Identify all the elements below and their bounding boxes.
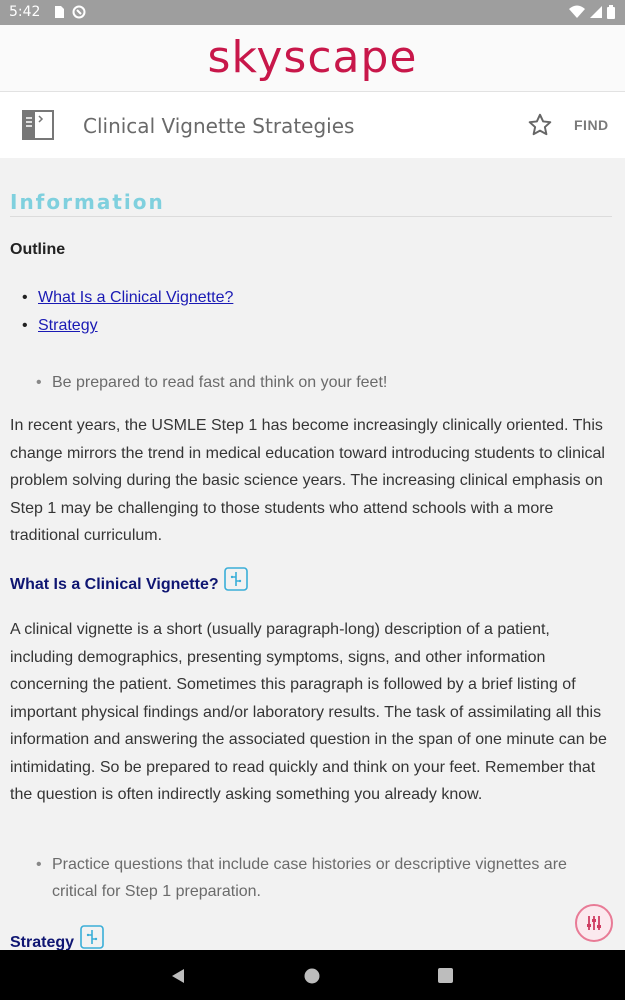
status-bar <box>0 0 625 25</box>
strategy-heading: Strategy <box>10 934 75 950</box>
home-icon[interactable] <box>303 967 321 985</box>
wifi-icon <box>569 5 585 19</box>
settings-fab[interactable] <box>575 904 613 942</box>
list-item <box>38 284 233 312</box>
find-button[interactable]: FIND <box>574 117 609 133</box>
outline-list <box>38 284 233 340</box>
section-heading: Information <box>10 190 165 214</box>
signal-icon <box>589 5 603 19</box>
intro-paragraph: In recent years, the USMLE Step 1 has become increasingly clinically oriented. This change mirrors the trend in medical education toward introducing students to clinical problem solving during the basic science years. The increasing clinical emphasis on Step 1 may be challenging to those students who attend schools with a more traditional curriculum. <box>10 417 605 544</box>
title-bar <box>0 92 625 158</box>
tip-text: Be prepared to read fast and think on your feet! <box>52 374 388 391</box>
sync-icon <box>72 5 86 19</box>
content-area[interactable] <box>0 158 625 950</box>
star-icon[interactable] <box>527 112 553 138</box>
bullet-dot: • <box>36 856 42 873</box>
back-icon[interactable] <box>169 967 187 985</box>
tip-bullet <box>36 369 388 396</box>
practice-bullet <box>36 851 612 905</box>
skyscape-logo: skyscape <box>207 32 418 83</box>
page-title: Clinical Vignette Strategies <box>83 114 355 138</box>
section-divider <box>10 216 612 217</box>
outline-title: Outline <box>10 241 66 258</box>
outline-link-strategy[interactable]: Strategy <box>38 317 98 334</box>
sd-card-icon <box>52 5 66 19</box>
vignette-heading: What Is a Clinical Vignette? <box>10 576 219 593</box>
vignette-paragraph: A clinical vignette is a short (usually paragraph-long) description of a patient, including demographics, presenting symptoms, signs, and other information concerning the patient. Sometimes this paragraph is followed by a brief listing of important physical findings and/or laboratory results. The task of assimilating all this information and answering the associated question in the span of one minute can be intimidating. So be prepared to read quickly and think on your feet. Remember that the question is often indirectly asking something you already know. <box>10 621 607 803</box>
book-icon[interactable] <box>22 110 54 140</box>
battery-icon <box>606 5 616 19</box>
recents-icon[interactable] <box>437 967 454 984</box>
app-header <box>0 25 625 92</box>
toc-icon[interactable] <box>80 925 104 949</box>
list-item <box>38 312 233 340</box>
outline-link-vignette[interactable]: What Is a Clinical Vignette? <box>38 289 234 306</box>
practice-text: Practice questions that include case histories or descriptive vignettes are critical for Step 1 preparation. <box>52 856 567 900</box>
bullet-dot: • <box>36 374 42 391</box>
nav-bar <box>0 950 625 1000</box>
toc-icon[interactable] <box>224 567 248 591</box>
status-time: 5:42 <box>9 4 41 20</box>
sliders-icon <box>585 914 603 932</box>
